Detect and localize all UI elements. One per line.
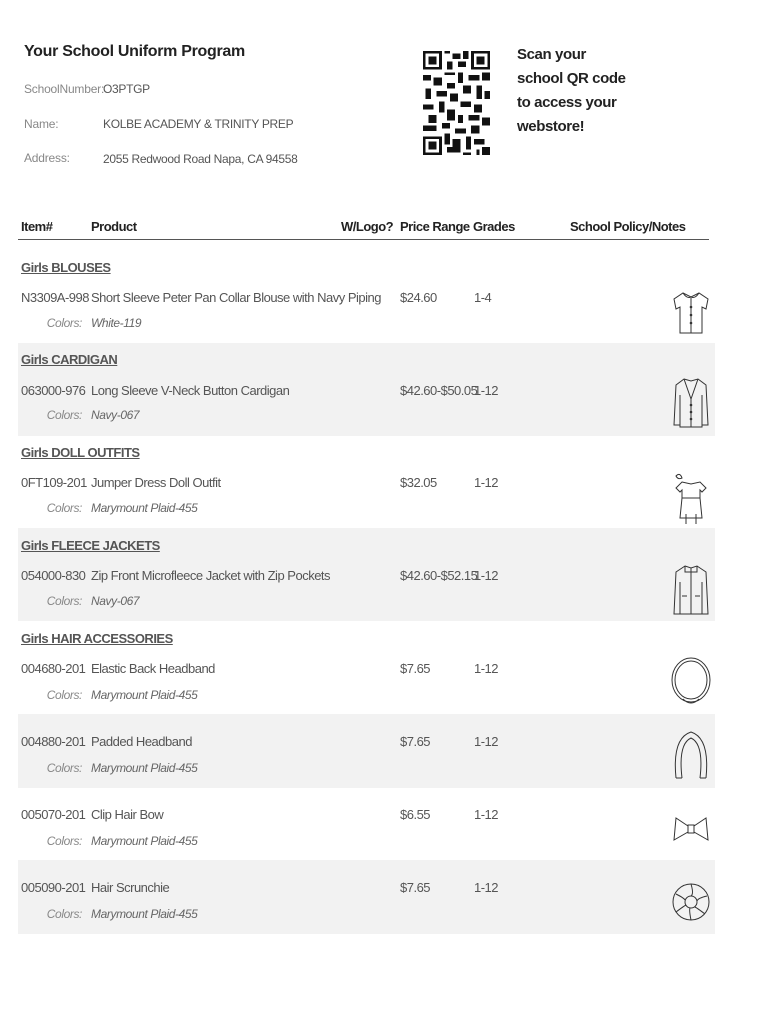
colors-label: Colors: (46, 688, 82, 702)
colors-value: Marymount Plaid-455 (91, 834, 198, 848)
school-name-value: KOLBE ACADEMY & TRINITY PREP (103, 117, 294, 131)
colors-value: Navy-067 (91, 594, 140, 608)
column-header-grades: Grades (473, 219, 515, 234)
price-range: $7.65 (400, 734, 431, 749)
product-name: Jumper Dress Doll Outfit (91, 475, 221, 490)
colors-label: Colors: (46, 761, 82, 775)
grades: 1-12 (474, 880, 499, 895)
colors-value: Marymount Plaid-455 (91, 761, 198, 775)
name-label: Name: (24, 117, 59, 131)
product-name: Elastic Back Headband (91, 661, 215, 676)
price-range: $7.65 (400, 661, 431, 676)
price-range: $24.60 (400, 290, 437, 305)
item-number: 005090-201 (21, 880, 86, 895)
jacket-icon (668, 562, 714, 616)
grades: 1-12 (474, 661, 499, 676)
colors-label: Colors: (46, 316, 82, 330)
grades: 1-12 (474, 568, 499, 583)
qr-code-icon[interactable] (423, 51, 490, 155)
blouse-icon (668, 285, 714, 339)
colors-value: Marymount Plaid-455 (91, 501, 198, 515)
cardigan-icon (668, 375, 714, 429)
colors-label: Colors: (46, 501, 82, 515)
section-title-blouses: Girls BLOUSES (21, 260, 111, 275)
page-title: Your School Uniform Program (24, 43, 245, 60)
grades: 1-12 (474, 734, 499, 749)
item-number: 005070-201 (21, 807, 86, 822)
item-number: 063000-976 (21, 383, 86, 398)
colors-value: Marymount Plaid-455 (91, 907, 198, 921)
headband-icon (668, 655, 714, 709)
row-band (18, 714, 715, 788)
hair-bow-icon (668, 802, 714, 856)
padded-headband-icon (668, 728, 714, 782)
item-number: 054000-830 (21, 568, 86, 583)
header-divider (18, 239, 709, 240)
price-range: $42.60-$52.15 (400, 568, 478, 583)
colors-value: Marymount Plaid-455 (91, 688, 198, 702)
item-number: 004880-201 (21, 734, 86, 749)
column-header-price: Price Range (400, 219, 470, 234)
qr-instructions (517, 43, 626, 139)
section-title-doll-outfits: Girls DOLL OUTFITS (21, 445, 140, 460)
scan-line: to access your (517, 94, 617, 111)
price-range: $7.65 (400, 880, 431, 895)
grades: 1-12 (474, 383, 499, 398)
colors-label: Colors: (46, 408, 82, 422)
colors-label: Colors: (46, 907, 82, 921)
colors-label: Colors: (46, 594, 82, 608)
product-name: Long Sleeve V-Neck Button Cardigan (91, 383, 290, 398)
product-name: Short Sleeve Peter Pan Collar Blouse with Navy Piping (91, 290, 381, 305)
price-range: $32.05 (400, 475, 437, 490)
product-name: Padded Headband (91, 734, 192, 749)
section-title-hair-accessories: Girls HAIR ACCESSORIES (21, 631, 173, 646)
colors-value: White-119 (91, 316, 142, 330)
scrunchie-icon (668, 874, 714, 928)
grades: 1-12 (474, 807, 499, 822)
scan-line: school QR code (517, 70, 626, 87)
grades: 1-12 (474, 475, 499, 490)
product-name: Hair Scrunchie (91, 880, 170, 895)
section-title-fleece-jackets: Girls FLEECE JACKETS (21, 538, 160, 553)
colors-value: Navy-067 (91, 408, 140, 422)
item-number: 0FT109-201 (21, 475, 87, 490)
doll-outfit-icon (668, 470, 714, 524)
column-header-notes: School Policy/Notes (570, 219, 686, 234)
address-label: Address: (24, 151, 70, 165)
product-name: Clip Hair Bow (91, 807, 164, 822)
scan-line: webstore! (517, 118, 585, 135)
item-number: N3309A-998 (21, 290, 89, 305)
column-header-product: Product (91, 219, 137, 234)
column-header-item: Item# (21, 219, 53, 234)
item-number: 004680-201 (21, 661, 86, 676)
row-band (18, 860, 715, 934)
price-range: $6.55 (400, 807, 431, 822)
product-name: Zip Front Microfleece Jacket with Zip Pockets (91, 568, 331, 583)
price-range: $42.60-$50.05 (400, 383, 478, 398)
section-title-cardigan: Girls CARDIGAN (21, 352, 118, 367)
column-header-logo: W/Logo? (341, 219, 394, 234)
scan-line: Scan your (517, 46, 586, 63)
grades: 1-4 (474, 290, 492, 305)
school-number-value: O3PTGP (103, 82, 150, 96)
school-number-label: SchoolNumber: (24, 82, 105, 96)
colors-label: Colors: (46, 834, 82, 848)
address-value: 2055 Redwood Road Napa, CA 94558 (103, 152, 298, 166)
